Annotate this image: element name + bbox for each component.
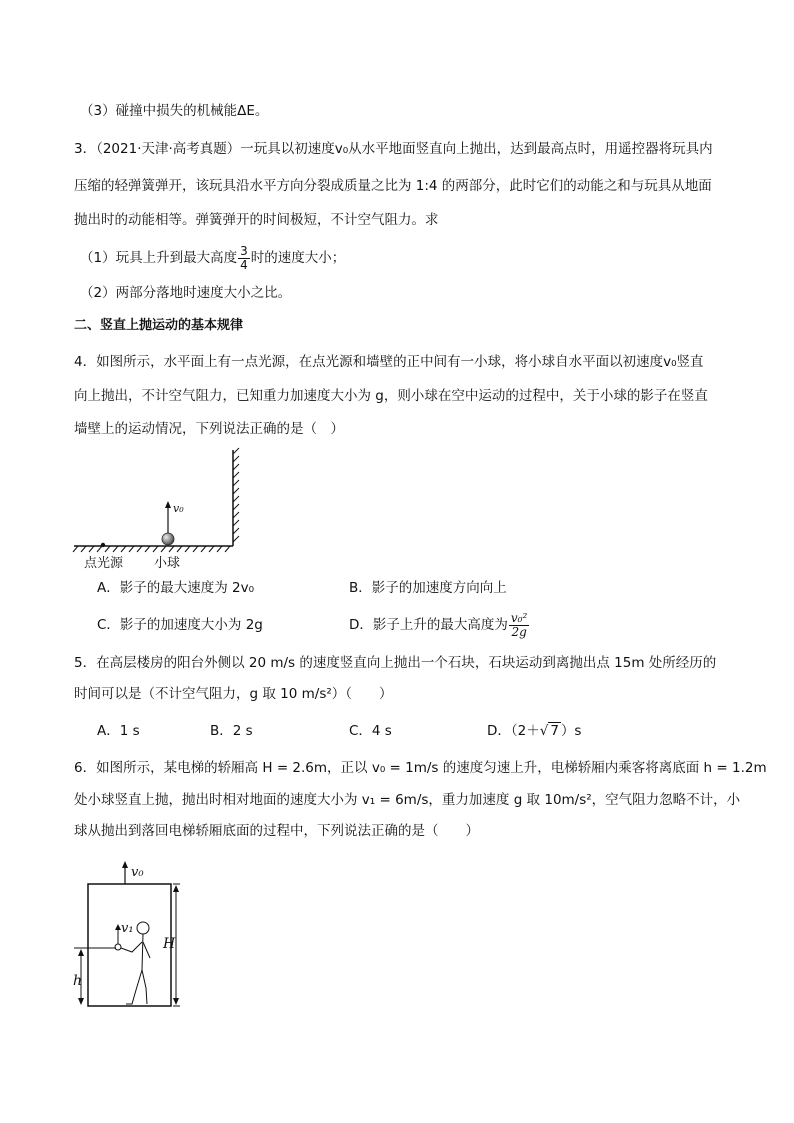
light-source-label: 点光源	[84, 556, 124, 571]
v1-label: v₁	[121, 921, 134, 936]
q3-part2: （2）两部分落地时速度大小之比。	[80, 285, 292, 301]
fraction-numerator: v₀²	[510, 610, 528, 625]
q6-line3: 球从抛出到落回电梯轿厢底面的过程中，下列说法正确的是（ ）	[74, 823, 479, 839]
q4-line1: 4．如图所示，水平面上有一点光源，在点光源和墙壁的正中间有一小球，将小球自水平面以初速度v₀竖直	[74, 354, 704, 370]
v0-label: v₀	[173, 502, 184, 515]
h-label: h	[73, 973, 83, 989]
ball	[162, 533, 174, 545]
fraction-numerator: 3	[240, 243, 248, 258]
q4-line3: 墙壁上的运动情况，下列说法正确的是（ ）	[74, 421, 344, 437]
q3-line3: 抛出时的动能相等。弹簧弹开的时间极短，不计空气阻力。求	[74, 212, 439, 228]
q6-line1: 6．如图所示，某电梯的轿厢高 H = 2.6m，正以 v₀ = 1m/s 的速度匀速上升，电梯轿厢内乘客将离底面 h = 1.2m	[74, 760, 767, 776]
elevator-car	[88, 884, 171, 1006]
q3-line2: 压缩的轻弹簧弹开，该玩具沿水平方向分裂成质量之比为 1:4 的两部分，此时它们的动能之和与玩具从地面	[74, 178, 712, 194]
fraction-denominator: 2g	[511, 624, 527, 639]
light-source-dot	[101, 543, 105, 547]
fraction-denominator: 4	[240, 257, 248, 272]
H-label: H	[163, 936, 176, 952]
thrown-ball	[115, 944, 121, 950]
q4-option-d-text: D．影子上升的最大高度为	[349, 617, 508, 633]
fraction-v0sq-over-2g	[509, 612, 529, 639]
q5-option-d-text: D．（2＋	[487, 723, 540, 739]
q3-line1: 3．（2021·天津·高考真题）一玩具以初速度v₀从水平地面竖直向上抛出，达到最高点时，用遥控器将玩具内	[74, 141, 713, 157]
q5-line2: 时间可以是（不计空气阻力，g 取 10 m/s²）（ ）	[74, 686, 393, 702]
q5-option-d-tail: ）s	[560, 723, 582, 739]
q3-part1-tail: 时的速度大小；	[250, 250, 346, 266]
q4-option-d[interactable]	[349, 608, 530, 642]
q6-line2: 处小球竖直上抛，抛出时相对地面的速度大小为 v₁ = 6m/s，重力加速度 g 取 10m/s²，空气阻力忽略不计，小	[74, 792, 741, 808]
q4-line2: 向上抛出，不计空气阻力，已知重力加速度大小为 g，则小球在空中运动的过程中，关于小球的影子在竖直	[74, 388, 708, 404]
q3-part1	[80, 244, 345, 272]
q2-part3: （3）碰撞中损失的机械能ΔE。	[80, 103, 269, 119]
section-heading: 二、竖直上抛运动的基本规律	[74, 318, 244, 333]
fraction-three-quarters	[238, 245, 250, 272]
q4-option-c[interactable]: C．影子的加速度大小为 2g	[97, 617, 263, 633]
q4-option-a[interactable]: A．影子的最大速度为 2v₀	[97, 580, 255, 596]
q4-figure	[70, 448, 250, 573]
sqrt-radicand: 7	[550, 723, 559, 739]
q5-option-d[interactable]	[487, 721, 581, 741]
q6-figure	[70, 858, 190, 1018]
q5-line1: 5．在高层楼房的阳台外侧以 20 m/s 的速度竖直向上抛出一个石块，石块运动到离抛出点 15m 处所经历的	[74, 655, 717, 671]
v0-label: v₀	[131, 865, 144, 880]
ball-label: 小球	[154, 556, 181, 571]
q3-part1-text: （1）玩具上升到最大高度	[80, 250, 238, 266]
q5-option-c[interactable]: C．4 s	[349, 723, 392, 739]
q5-option-a[interactable]: A．1 s	[97, 723, 140, 739]
q4-option-b[interactable]: B．影子的加速度方向向上	[349, 580, 507, 596]
q5-option-b[interactable]: B．2 s	[210, 723, 253, 739]
sqrt-sign: √	[539, 723, 549, 739]
